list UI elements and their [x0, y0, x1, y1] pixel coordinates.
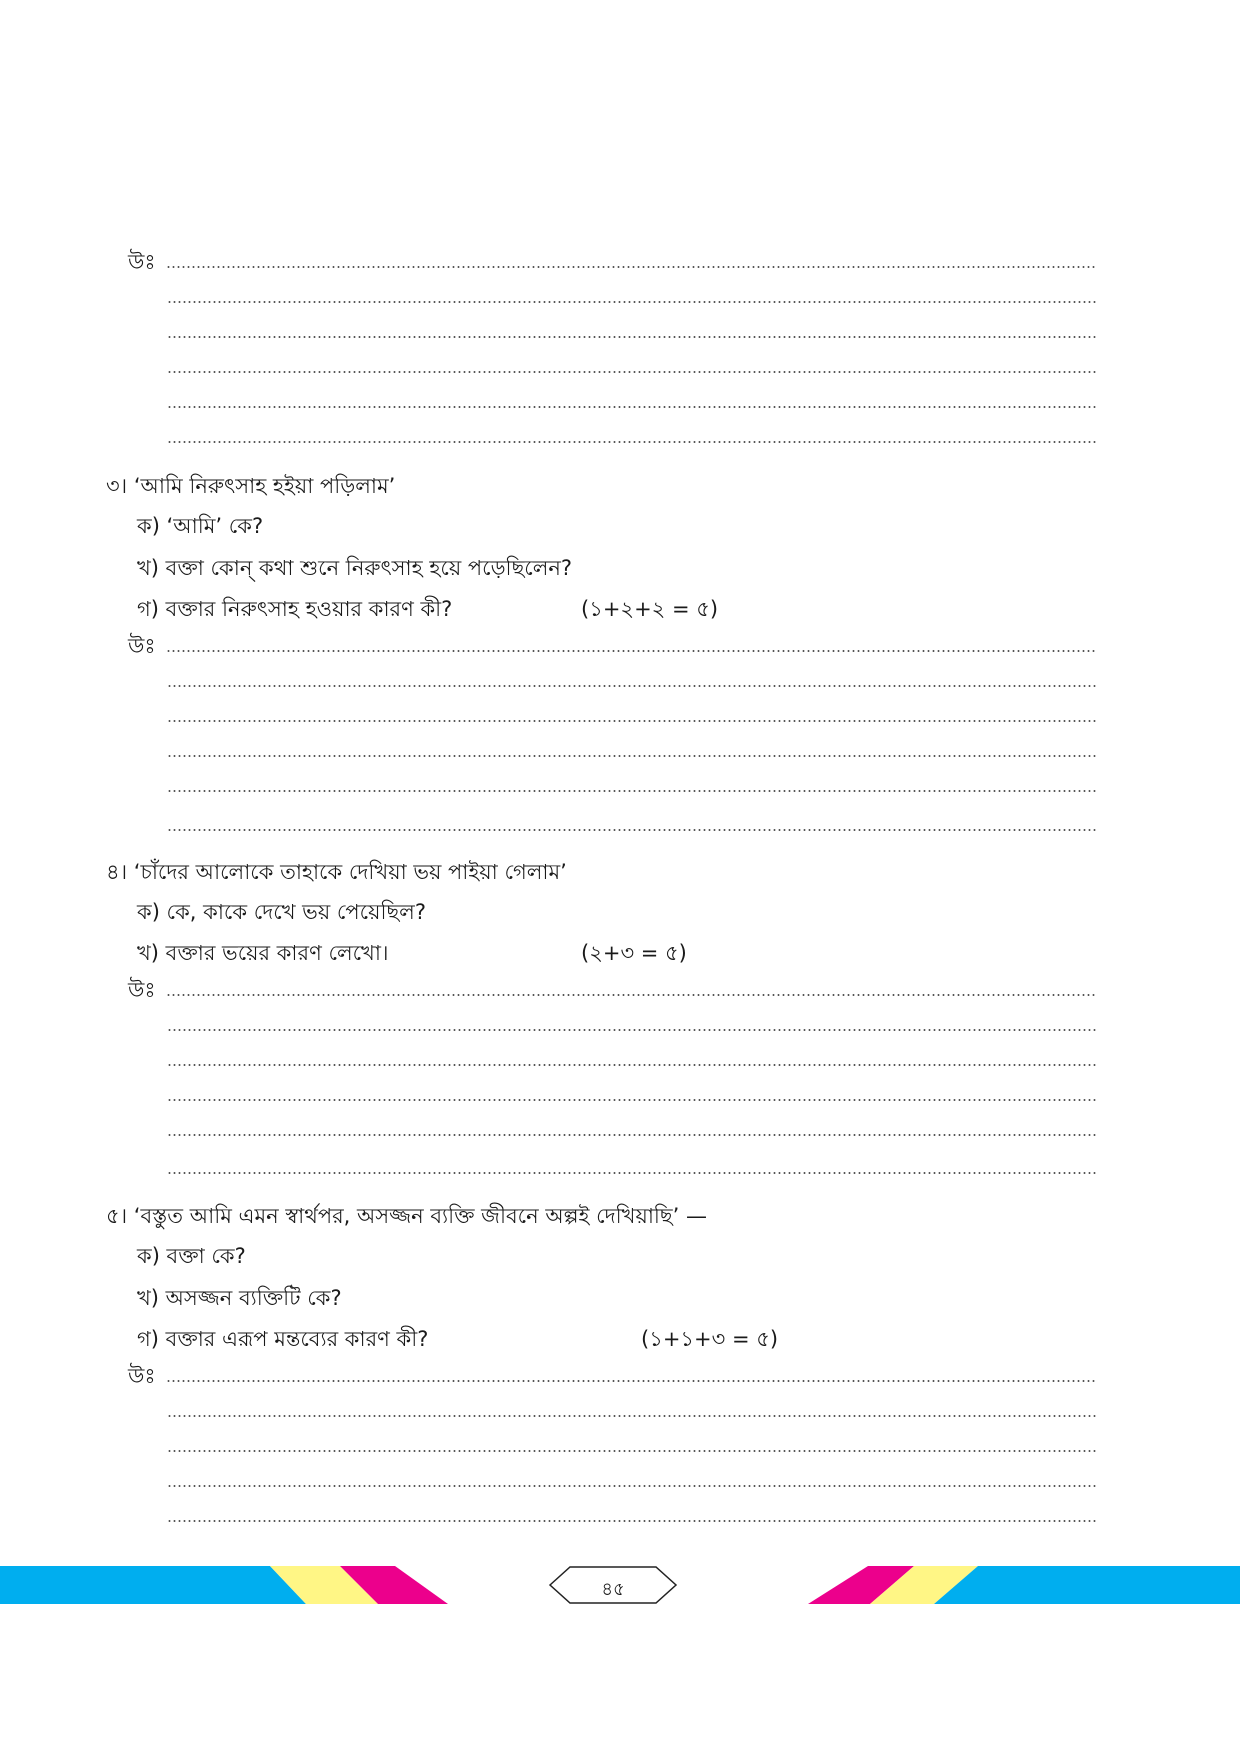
answer-line[interactable]	[166, 994, 1095, 996]
answer-line[interactable]	[167, 790, 1096, 792]
question-title: ৩। ‘আমি নিরুৎসাহ হইয়া পড়িলাম’	[106, 474, 396, 498]
footer-stripe-right-cyan	[934, 1566, 1240, 1604]
answer-line[interactable]	[167, 1099, 1096, 1101]
sub-question: গ) বক্তার এরূপ মন্তব্যের কারণ কী?	[137, 1327, 429, 1351]
answer-line[interactable]	[167, 1064, 1096, 1066]
answer-line[interactable]	[167, 441, 1096, 443]
answer-line[interactable]	[167, 301, 1096, 303]
answer-label: উঃ	[128, 634, 156, 658]
answer-line[interactable]	[167, 685, 1096, 687]
sub-question: খ) অসজ্জন ব্যক্তিটি কে?	[137, 1286, 342, 1310]
answer-line[interactable]	[167, 720, 1096, 722]
answer-line[interactable]	[167, 1450, 1096, 1452]
question-title: ৪। ‘চাঁদের আলোকে তাহাকে দেখিয়া ভয় পাইয়া গেলাম’	[106, 860, 567, 884]
answer-line[interactable]	[167, 829, 1096, 831]
answer-line[interactable]	[166, 1380, 1095, 1382]
answer-line[interactable]	[167, 1520, 1096, 1522]
sub-question: খ) বক্তার ভয়ের কারণ লেখো।	[137, 941, 389, 965]
marks-label: (১+১+৩ = ৫)	[641, 1327, 779, 1351]
answer-line[interactable]	[167, 1415, 1096, 1417]
marks-label: (১+২+২ = ৫)	[581, 597, 719, 621]
sub-question: গ) বক্তার নিরুৎসাহ হওয়ার কারণ কী?	[137, 597, 453, 621]
page-number: ৪৫	[601, 1579, 625, 1600]
answer-line[interactable]	[167, 371, 1096, 373]
sub-question: ক) ‘আমি’ কে?	[137, 514, 264, 538]
sub-question: খ) বক্তা কোন্ কথা শুনে নিরুৎসাহ হয়ে পড়েছিলেন?	[137, 556, 573, 580]
answer-label: উঃ	[128, 978, 156, 1002]
answer-label: উঃ	[128, 1364, 156, 1388]
answer-line[interactable]	[166, 266, 1095, 268]
sub-question: ক) বক্তা কে?	[137, 1244, 246, 1268]
answer-line[interactable]	[167, 336, 1096, 338]
answer-line[interactable]	[167, 1134, 1096, 1136]
answer-line[interactable]	[167, 1172, 1096, 1174]
marks-label: (২+৩ = ৫)	[581, 941, 687, 965]
sub-question: ক) কে, কাকে দেখে ভয় পেয়েছিল?	[137, 900, 426, 924]
answer-line[interactable]	[167, 406, 1096, 408]
answer-line[interactable]	[167, 1029, 1096, 1031]
answer-label: উঃ	[128, 250, 156, 274]
footer-stripe-left-cyan	[0, 1566, 306, 1604]
answer-line[interactable]	[167, 1485, 1096, 1487]
question-title: ৫। ‘বস্তুত আমি এমন স্বার্থপর, অসজ্জন ব্যক্তি জীবনে অল্পই দেখিয়াছি’ —	[106, 1204, 707, 1228]
answer-line[interactable]	[166, 650, 1095, 652]
answer-line[interactable]	[167, 755, 1096, 757]
